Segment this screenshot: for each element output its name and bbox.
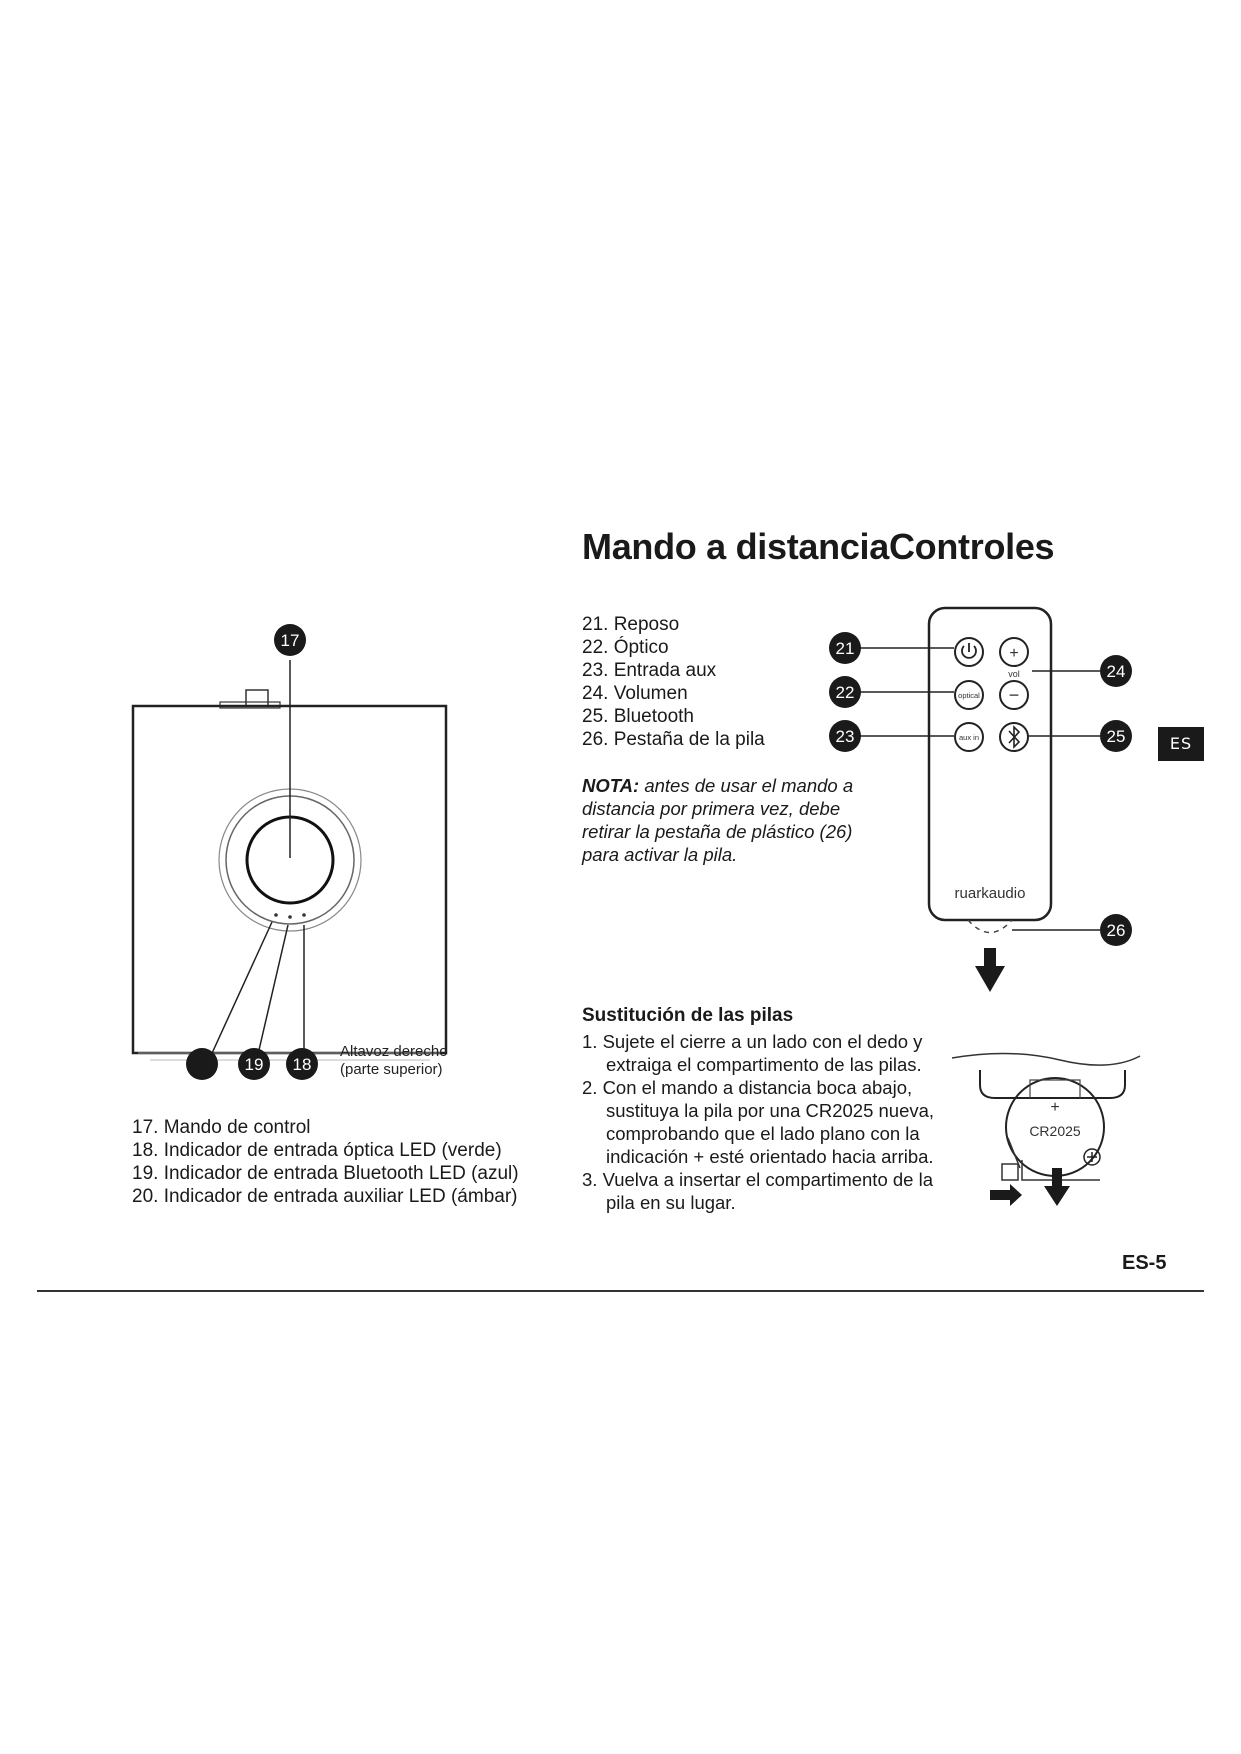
led-optical [302,913,306,917]
arrow-down-icon [975,948,1005,992]
list-item: 25. Bluetooth [582,706,694,727]
list-item: 19. Indicador de entrada Bluetooth LED (azul) [132,1163,519,1184]
remote-body [929,608,1051,920]
callout-24 [1100,655,1132,687]
list-item: 3. Vuelva a insertar el compartimento de la pila en su lugar. [582,1169,933,1213]
language-tab: ES [1158,727,1204,761]
svg-text:18: 18 [292,1055,312,1074]
svg-text:+: + [1050,1099,1060,1116]
callout-23 [829,720,861,752]
callout-22 [829,676,861,708]
battery-heading: Sustitución de las pilas [582,1005,794,1026]
list-item: 22. Óptico [582,637,669,658]
note-lead: NOTA: [582,775,640,796]
callout-17 [274,624,306,656]
callout-25 [1100,720,1132,752]
remote-diagram [829,608,1132,992]
callout-26 [1100,914,1132,946]
remote-brand: ruarkaudio [954,885,1026,902]
speaker-diagram [133,624,446,1080]
svg-text:CR2025: CR2025 [1029,1123,1081,1139]
svg-text:24: 24 [1106,662,1126,681]
battery-diagram [952,1053,1140,1206]
speaker-caption-line: (parte superior) [340,1061,443,1078]
svg-text:25: 25 [1106,727,1126,746]
list-item: 17. Mando de control [132,1117,311,1138]
led-bluetooth [288,915,292,919]
arrow-right-icon [990,1184,1022,1206]
bluetooth-icon [1009,727,1019,747]
battery-steps [582,1030,952,1214]
list-item: 18. Indicador de entrada óptica LED (verde) [132,1140,502,1161]
svg-text:−: − [1008,685,1020,705]
led-aux [274,913,278,917]
list-item: 26. Pestaña de la pila [582,729,765,750]
svg-text:vol: vol [1008,669,1020,679]
svg-text:21: 21 [835,639,855,658]
svg-text:23: 23 [835,727,855,746]
callout-18 [286,1048,318,1080]
note [582,774,872,866]
speaker-caption-line: Altavoz derecho [340,1043,448,1060]
callout-19 [238,1048,270,1080]
callout-21 [829,632,861,664]
svg-text:optical: optical [958,691,980,700]
page-title: Mando a distanciaControles [582,526,1055,567]
svg-text:+: + [1009,645,1019,662]
svg-text:aux in: aux in [958,733,980,742]
list-item: 23. Entrada aux [582,660,717,681]
page-number: ES-5 [1122,1252,1167,1274]
note-text: antes de usar el mando a distancia por primera vez, debe retirar la pestaña de plástico (26) para activar la pila. [582,775,854,865]
list-item: 21. Reposo [582,614,680,635]
list-item: 20. Indicador de entrada auxiliar LED (ámbar) [132,1186,518,1207]
callout-20 [186,1048,218,1080]
svg-text:17: 17 [280,631,300,650]
speaker-controls-list [132,1116,519,1208]
footer-divider [37,1290,1204,1292]
svg-text:19: 19 [244,1055,264,1074]
svg-text:22: 22 [835,683,855,702]
list-item: 1. Sujete el cierre a un lado con el dedo y extraiga el compartimento de las pilas. [582,1031,923,1075]
svg-text:26: 26 [1106,921,1126,940]
list-item: 2. Con el mando a distancia boca abajo, sustituya la pila por una CR2025 nueva, comprobando que el lado plano con la indicación + esté orientado hacia arriba. [582,1077,935,1167]
remote-controls-list [582,613,765,751]
list-item: 24. Volumen [582,683,688,704]
speaker-caption [340,1043,448,1079]
